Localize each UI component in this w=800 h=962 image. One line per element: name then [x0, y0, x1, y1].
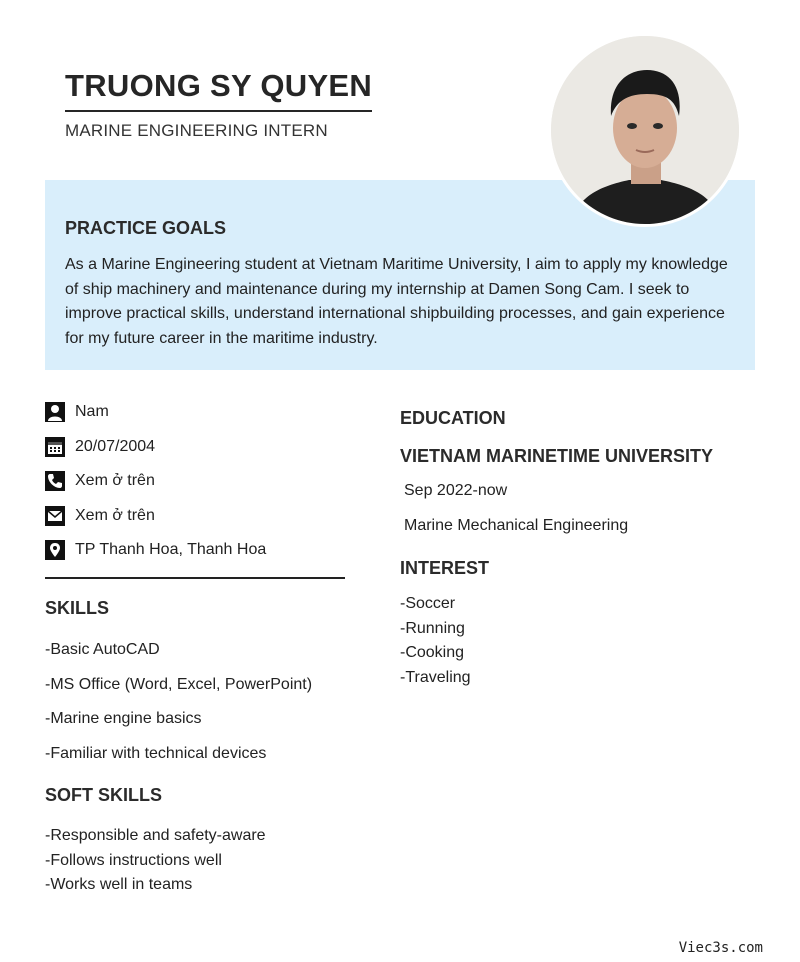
education-period: Sep 2022-now: [404, 482, 508, 499]
info-gender: [45, 395, 345, 430]
school-name: VIETNAM MARINETIME UNIVERSITY: [400, 446, 714, 466]
soft-skills-list: [45, 826, 266, 900]
list-item: -Basic AutoCAD: [45, 641, 160, 658]
profile-photo: [548, 33, 742, 227]
location-icon: [45, 540, 65, 560]
info-address-text: TP Thanh Hoa, Thanh Hoa: [75, 541, 267, 559]
section-divider: [45, 577, 345, 579]
info-birthdate: [45, 430, 345, 465]
list-item: -Marine engine basics: [45, 710, 202, 728]
list-item: -Soccer: [400, 595, 456, 612]
mail-icon: [45, 506, 65, 526]
job-title: MARINE ENGINEERING INTERN: [65, 121, 328, 140]
info-gender-text: Nam: [75, 403, 109, 421]
footer-watermark: Viec3s.com: [678, 940, 763, 956]
info-email: [45, 499, 345, 534]
info-birthdate-text: 20/07/2004: [75, 437, 156, 455]
info-phone-text: Xem ở trên: [75, 472, 155, 490]
candidate-name: TRUONG SY QUYEN: [65, 68, 372, 112]
list-item: -Traveling: [400, 668, 471, 686]
practice-goals-heading: PRACTICE GOALS: [65, 218, 227, 238]
calendar-icon: [45, 437, 65, 457]
phone-icon: [45, 471, 65, 491]
list-item: -MS Office (Word, Excel, PowerPoint): [45, 675, 313, 693]
soft-skills-heading: SOFT SKILLS: [45, 785, 162, 805]
person-icon: [45, 402, 65, 422]
education-major: Marine Mechanical Engineering: [404, 517, 629, 534]
education-heading: EDUCATION: [400, 408, 506, 428]
list-item: -Works well in teams: [45, 876, 193, 893]
list-item: -Familiar with technical devices: [45, 745, 267, 763]
list-item: -Cooking: [400, 644, 465, 661]
list-item: -Responsible and safety-aware: [45, 827, 266, 844]
list-item: -Running: [400, 619, 465, 637]
personal-info-list: [45, 395, 345, 568]
interest-list: [400, 594, 471, 692]
list-item: -Follows instructions well: [45, 851, 222, 869]
info-phone: [45, 464, 345, 499]
info-email-text: Xem ở trên: [75, 506, 155, 524]
skills-heading: SKILLS: [45, 598, 110, 618]
interest-heading: INTEREST: [400, 558, 490, 578]
info-address: [45, 533, 345, 568]
skills-list: [45, 640, 312, 779]
practice-goals-text: As a Marine Engineering student at Vietnam Maritime University, I aim to apply my knowledge of ship machinery and maintenance during my internship at Damen Song Cam. I seek to improve practical skills, understand international shipbuilding processes, and gain experience for my future career in the maritime industry.: [65, 256, 728, 347]
